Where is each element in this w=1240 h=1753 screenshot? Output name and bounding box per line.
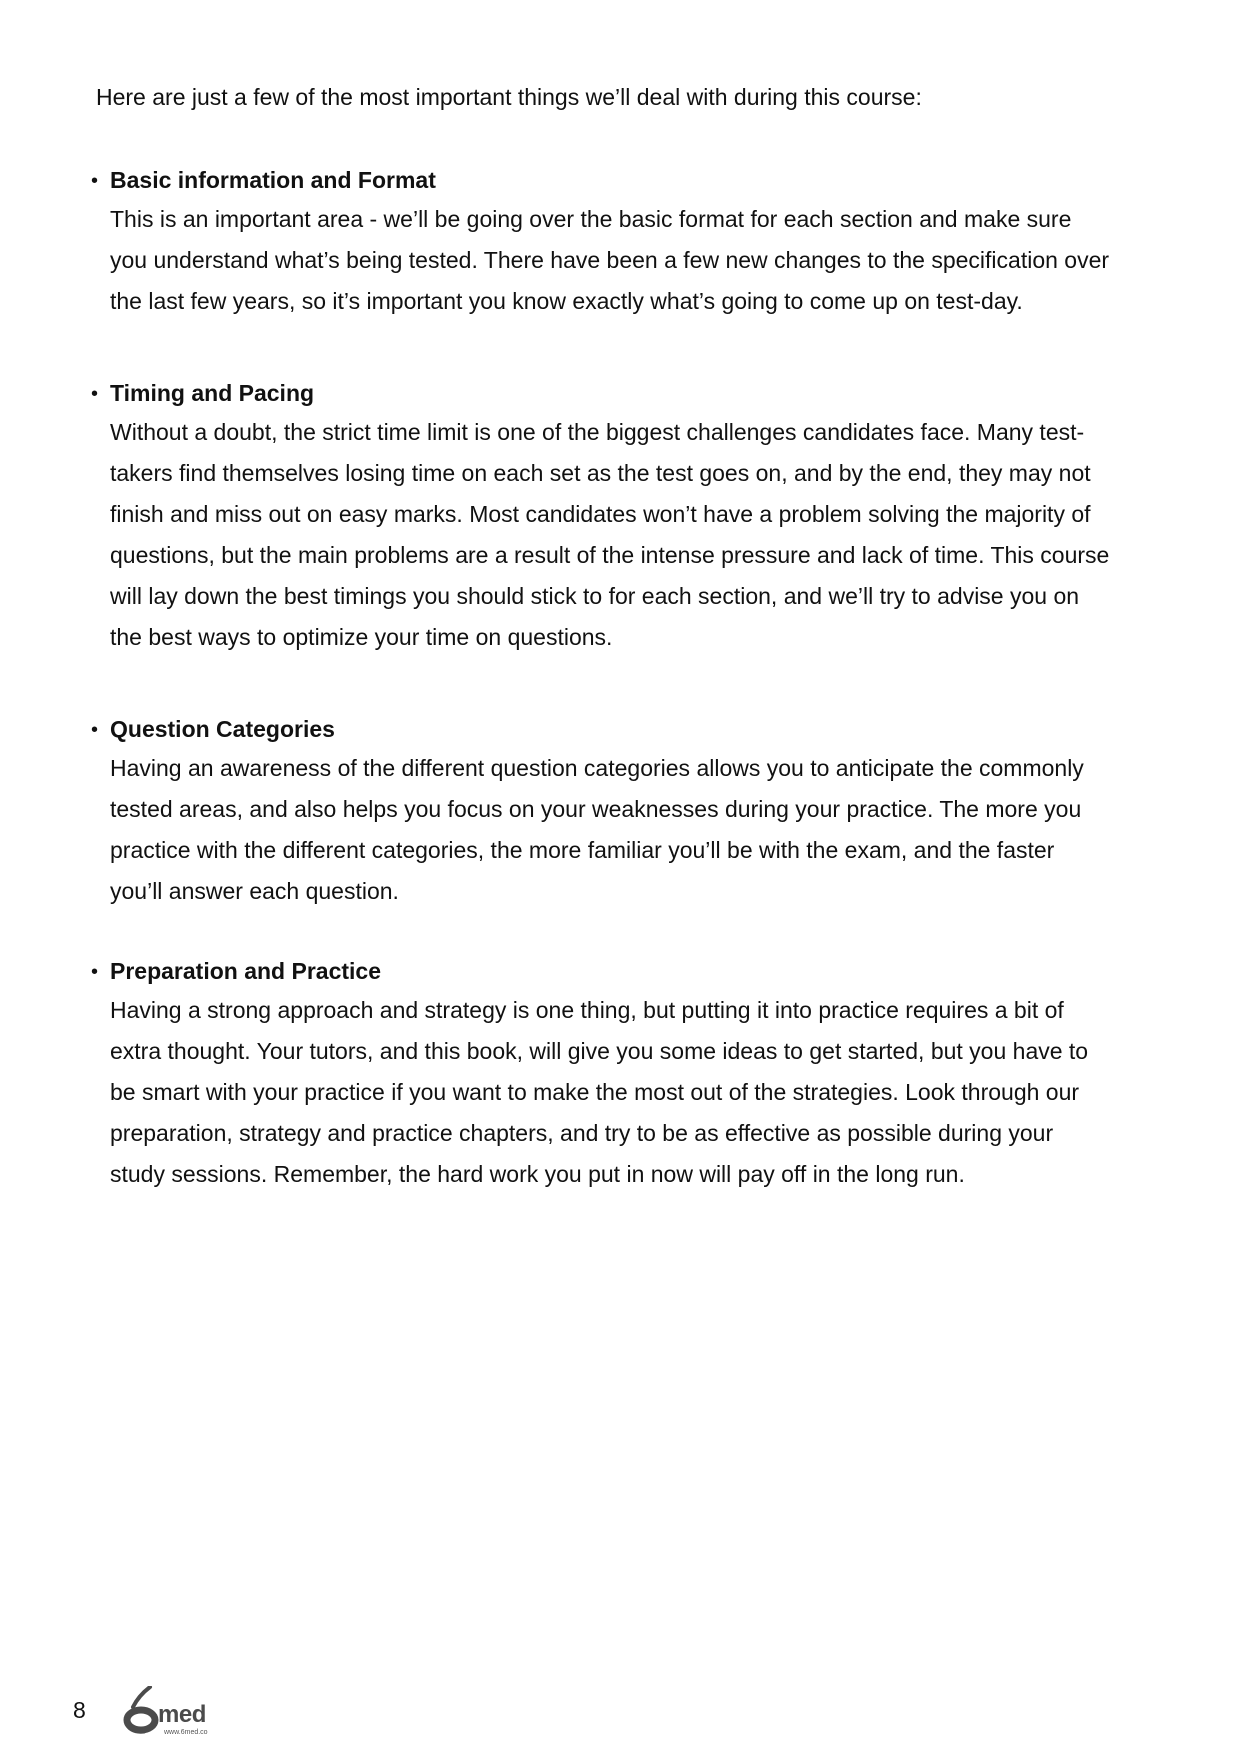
section-title: Preparation and Practice (110, 958, 381, 984)
section-body: Having an awareness of the different question categories allows you to anticipate the commonly tested areas, and also helps you focus on your weaknesses during your practice. The more you practice with the different categories, the more familiar you’ll be with the exam, and the faster you’ll answer each question. (110, 755, 1084, 904)
section-title: Question Categories (110, 716, 335, 742)
bullet-icon: • (91, 383, 99, 405)
bullet-icon: • (91, 170, 99, 192)
page-footer (73, 1686, 233, 1744)
section-timing-pacing (91, 378, 1131, 658)
section-basic-information (91, 165, 1131, 322)
bullet-icon: • (91, 961, 99, 983)
section-question-categories (91, 714, 1131, 912)
section-body: Having a strong approach and strategy is one thing, but putting it into practice requires a bit of extra thought. Your tutors, and this book, will give you some ideas to get started, but you have to be smart with your practice if you want to make the most out of the strategies. Look through our preparation, strategy and practice chapters, and try to be as effective as possible during your study sessions. Remember, the hard work you put in now will pay off in the long run. (110, 997, 1089, 1187)
section-body: Without a doubt, the strict time limit is one of the biggest challenges candidates face. Many test-takers find themselves losing time on each set as the test goes on, and by the end, they may not finish and miss out on easy marks. Most candidates won’t have a problem solving the majority of questions, but the main problems are a result of the intense pressure and lack of time. This course will lay down the best timings you should stick to for each section, and we’ll try to advise you on the best ways to optimize your time on questions. (110, 419, 1110, 650)
course-overview (91, 82, 1131, 1195)
section-title: Timing and Pacing (110, 380, 315, 406)
intro-paragraph: Here are just a few of the most important things we’ll deal with during this course: (96, 84, 922, 110)
section-title: Basic information and Format (110, 167, 436, 193)
page-number: 8 (73, 1697, 86, 1723)
bullet-icon: • (91, 719, 99, 741)
logo-text: med (158, 1701, 206, 1728)
section-preparation-practice (91, 956, 1131, 1195)
six-med-logo (121, 1686, 231, 1741)
logo-url: www.6med.co (164, 1729, 208, 1736)
section-body: This is an important area - we’ll be going over the basic format for each section and make sure you understand what’s being tested. There have been a few new changes to the specification over the last few years, so it’s important you know exactly what’s going to come up on test-day. (110, 206, 1110, 314)
